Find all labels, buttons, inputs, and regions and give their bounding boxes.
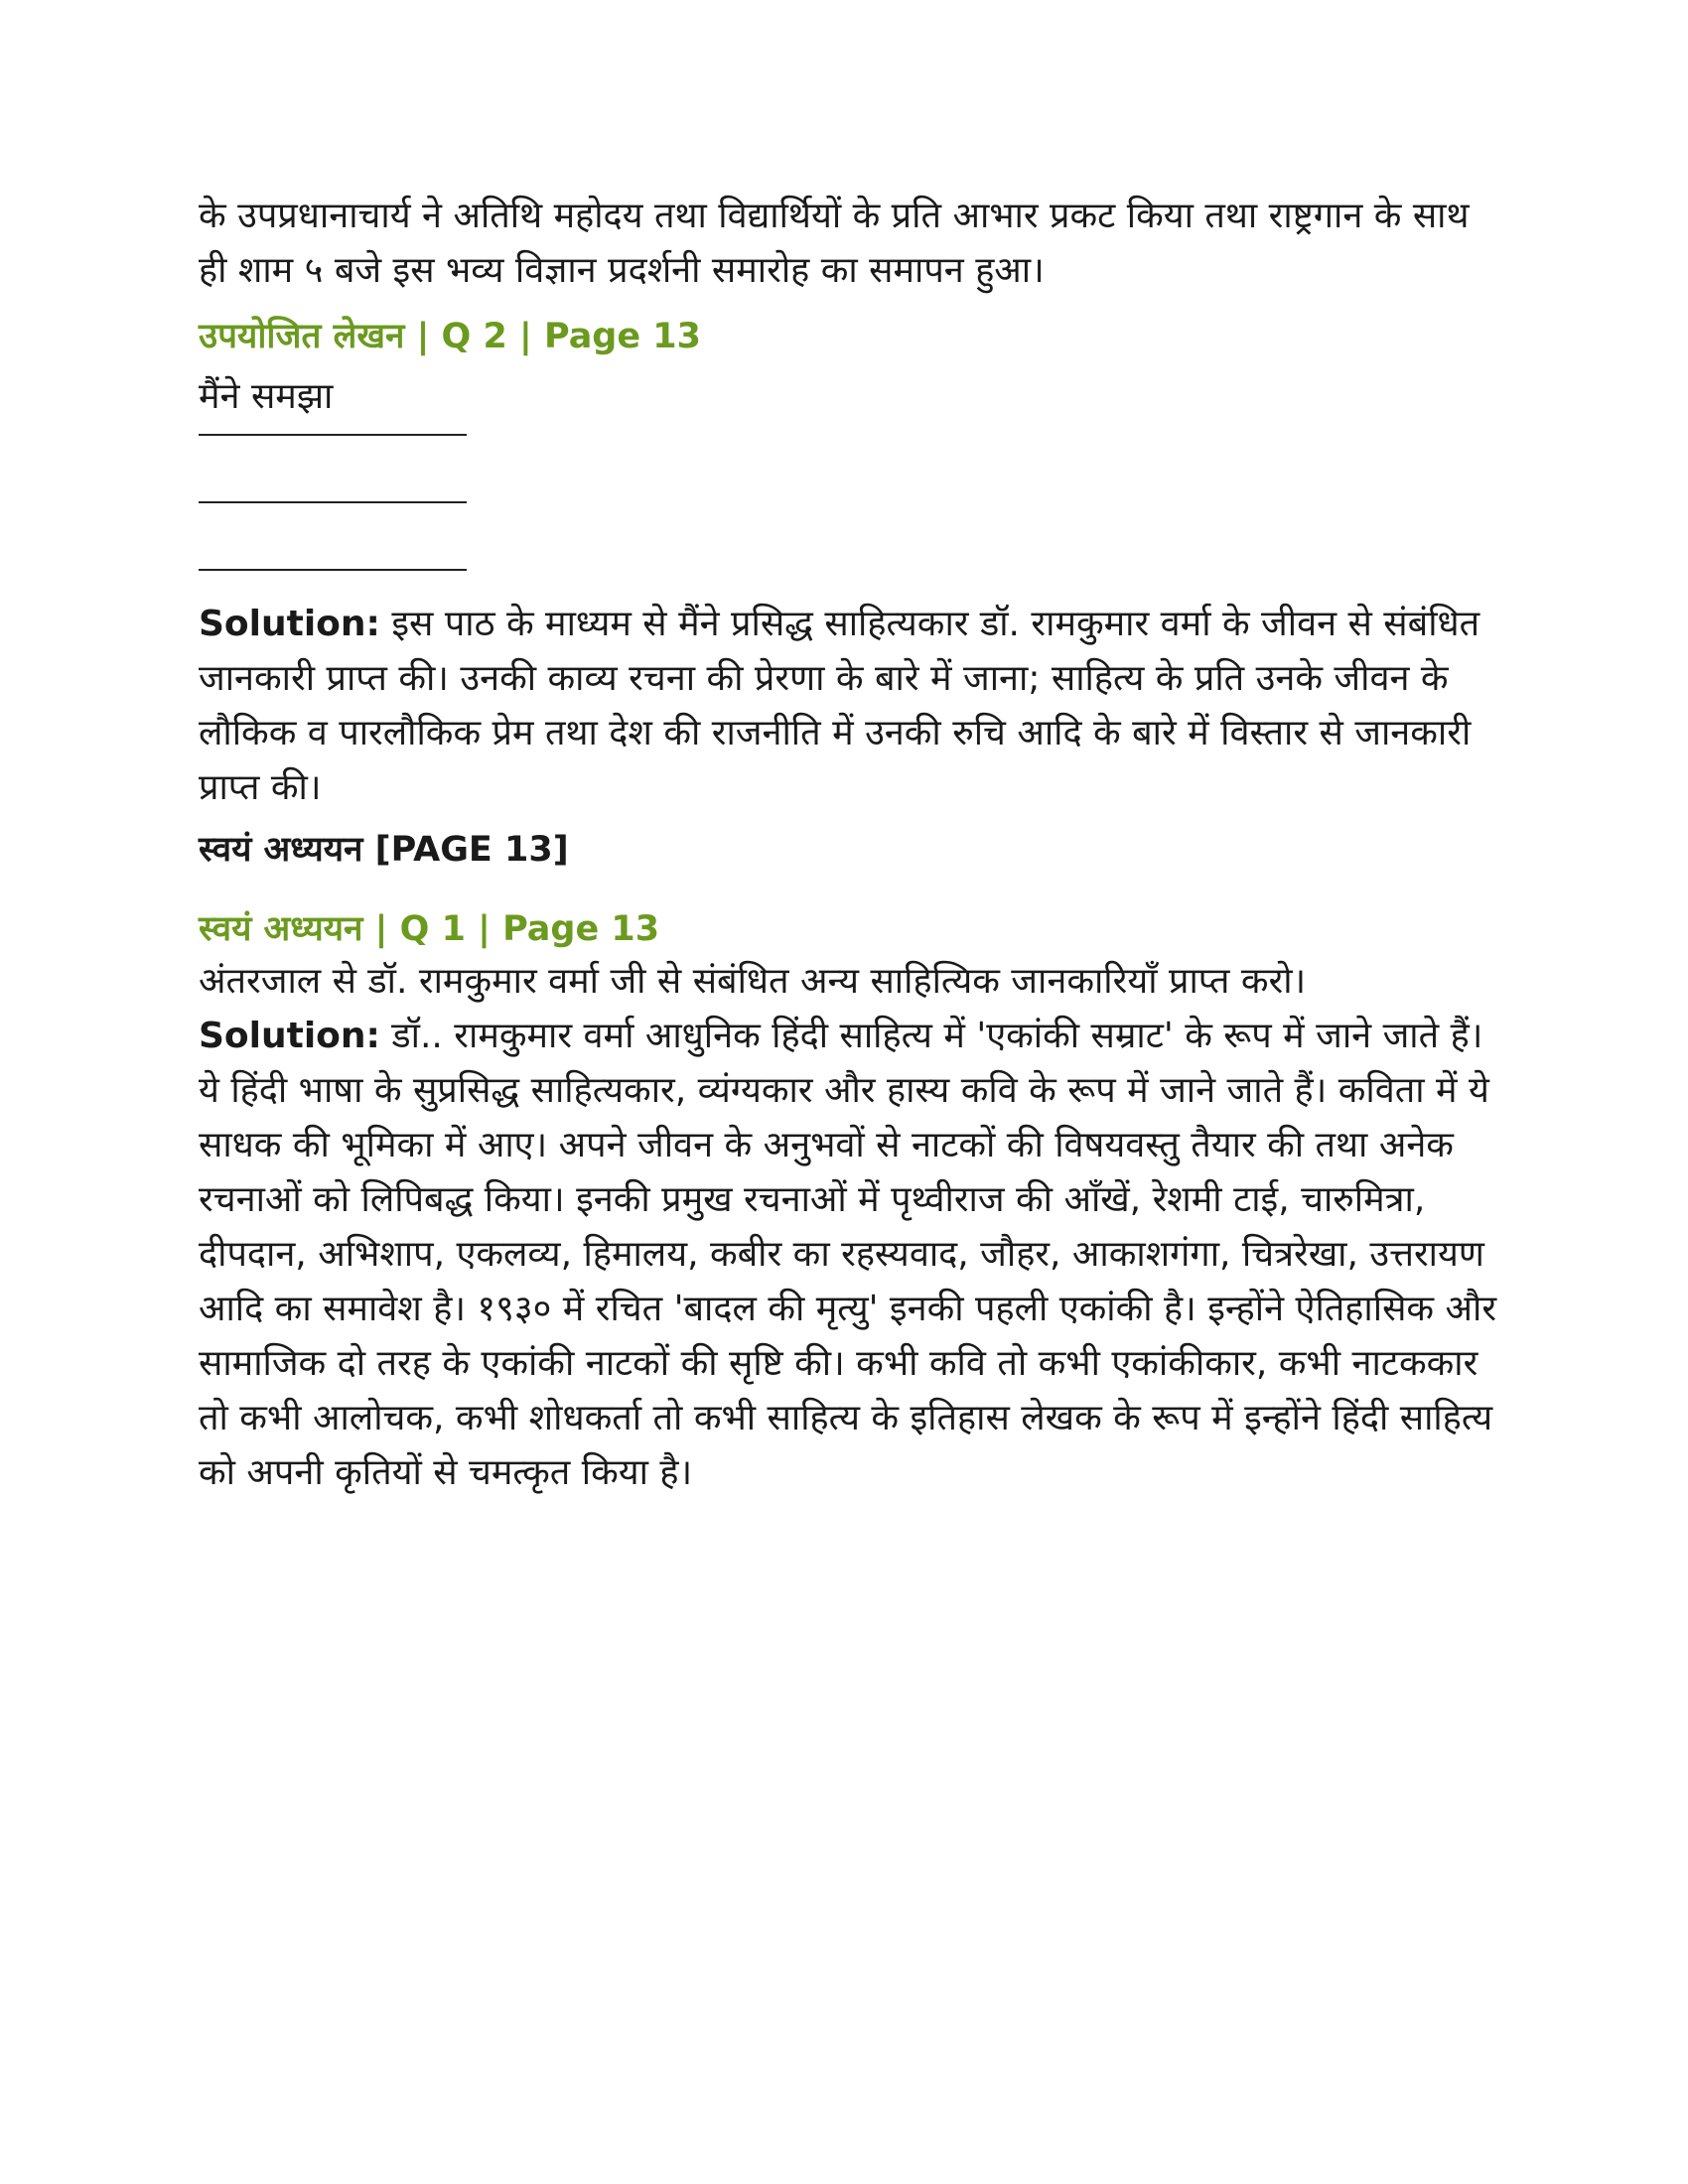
intro-paragraph: के उपप्रधानाचार्य ने अतिथि महोदय तथा विद्यार्थियों के प्रति आभार प्रकट किया तथा राष्ट्रगान के साथ ही शाम ५ बजे इस भव्य विज्ञान प्रदर्शनी समारोह का समापन हुआ। [199, 196, 1470, 291]
q1-heading: स्वयं अध्ययन | Q 1 | Page 13 [199, 909, 660, 949]
q2-heading: उपयोजित लेखन | Q 2 | Page 13 [199, 317, 701, 356]
q2-prompt: मैंने समझा [199, 376, 334, 417]
solution-text: डॉ.. रामकुमार वर्मा आधुनिक हिंदी साहित्य में 'एकांकी सम्राट' के रूप में जाने जाते हैं। ये हिंदी भाषा के सुप्रसिद्ध साहित्यकार, व्यंग्यकार और हास्य कवि के रूप में जाने जाते हैं। कविता में ये साधक की भूमिका में आए। अपने जीवन के अनुभवों से नाटकों की विषयवस्तु तैयार की तथा अनेक रचनाओं को लिपिबद्ध किया। इनकी प्रमुख रचनाओं में पृथ्वीराज की आँखें, रेशमी टाई, चारुमित्रा, दीपदान, अभिशाप, एकलव्य, हिमालय, कबीर का रहस्यवाद, जौहर, आकाशगंगा, चित्ररेखा, उत्तरायण आदि का समावेश है। १९३० में रचित 'बादल की मृत्यु' इनकी पहली एकांकी है। इन्होंने ऐतिहासिक और सामाजिक दो तरह के एकांकी नाटकों की सृष्टि की। कभी कवि तो कभी एकांकीकार, कभी नाटककार तो कभी आलोचक, कभी शोधकर्ता तो कभी साहित्य के इतिहास लेखक के रूप में इन्होंने हिंदी साहित्य को अपनी कृतियों से चमत्कृत किया है। [199, 1016, 1497, 1493]
solution-label: Solution: [199, 1016, 380, 1056]
q2-solution [199, 597, 1499, 815]
answer-blank-line [199, 501, 467, 503]
q1-prompt: अंतरजाल से डॉ. रामकुमार वर्मा जी से संबंधित अन्य साहित्यिक जानकारियाँ प्राप्त करो। [199, 961, 1307, 1002]
answer-blank-line [199, 434, 467, 436]
answer-blank-lines [199, 434, 1499, 571]
solution-label: Solution: [199, 604, 380, 644]
answer-blank-line [199, 569, 467, 571]
section-heading: स्वयं अध्ययन [PAGE 13] [199, 830, 569, 870]
q1-solution [199, 1009, 1499, 1500]
document-page [199, 189, 1499, 1500]
solution-text: इस पाठ के माध्यम से मैंने प्रसिद्ध साहित्यकार डॉ. रामकुमार वर्मा के जीवन से संबंधित जानकारी प्राप्त की। उनकी काव्य रचना की प्रेरणा के बारे में जाना; साहित्य के प्रति उनके जीवन के लौकिक व पारलौकिक प्रेम तथा देश की राजनीति में उनकी रुचि आदि के बारे में विस्तार से जानकारी प्राप्त की। [199, 604, 1480, 808]
